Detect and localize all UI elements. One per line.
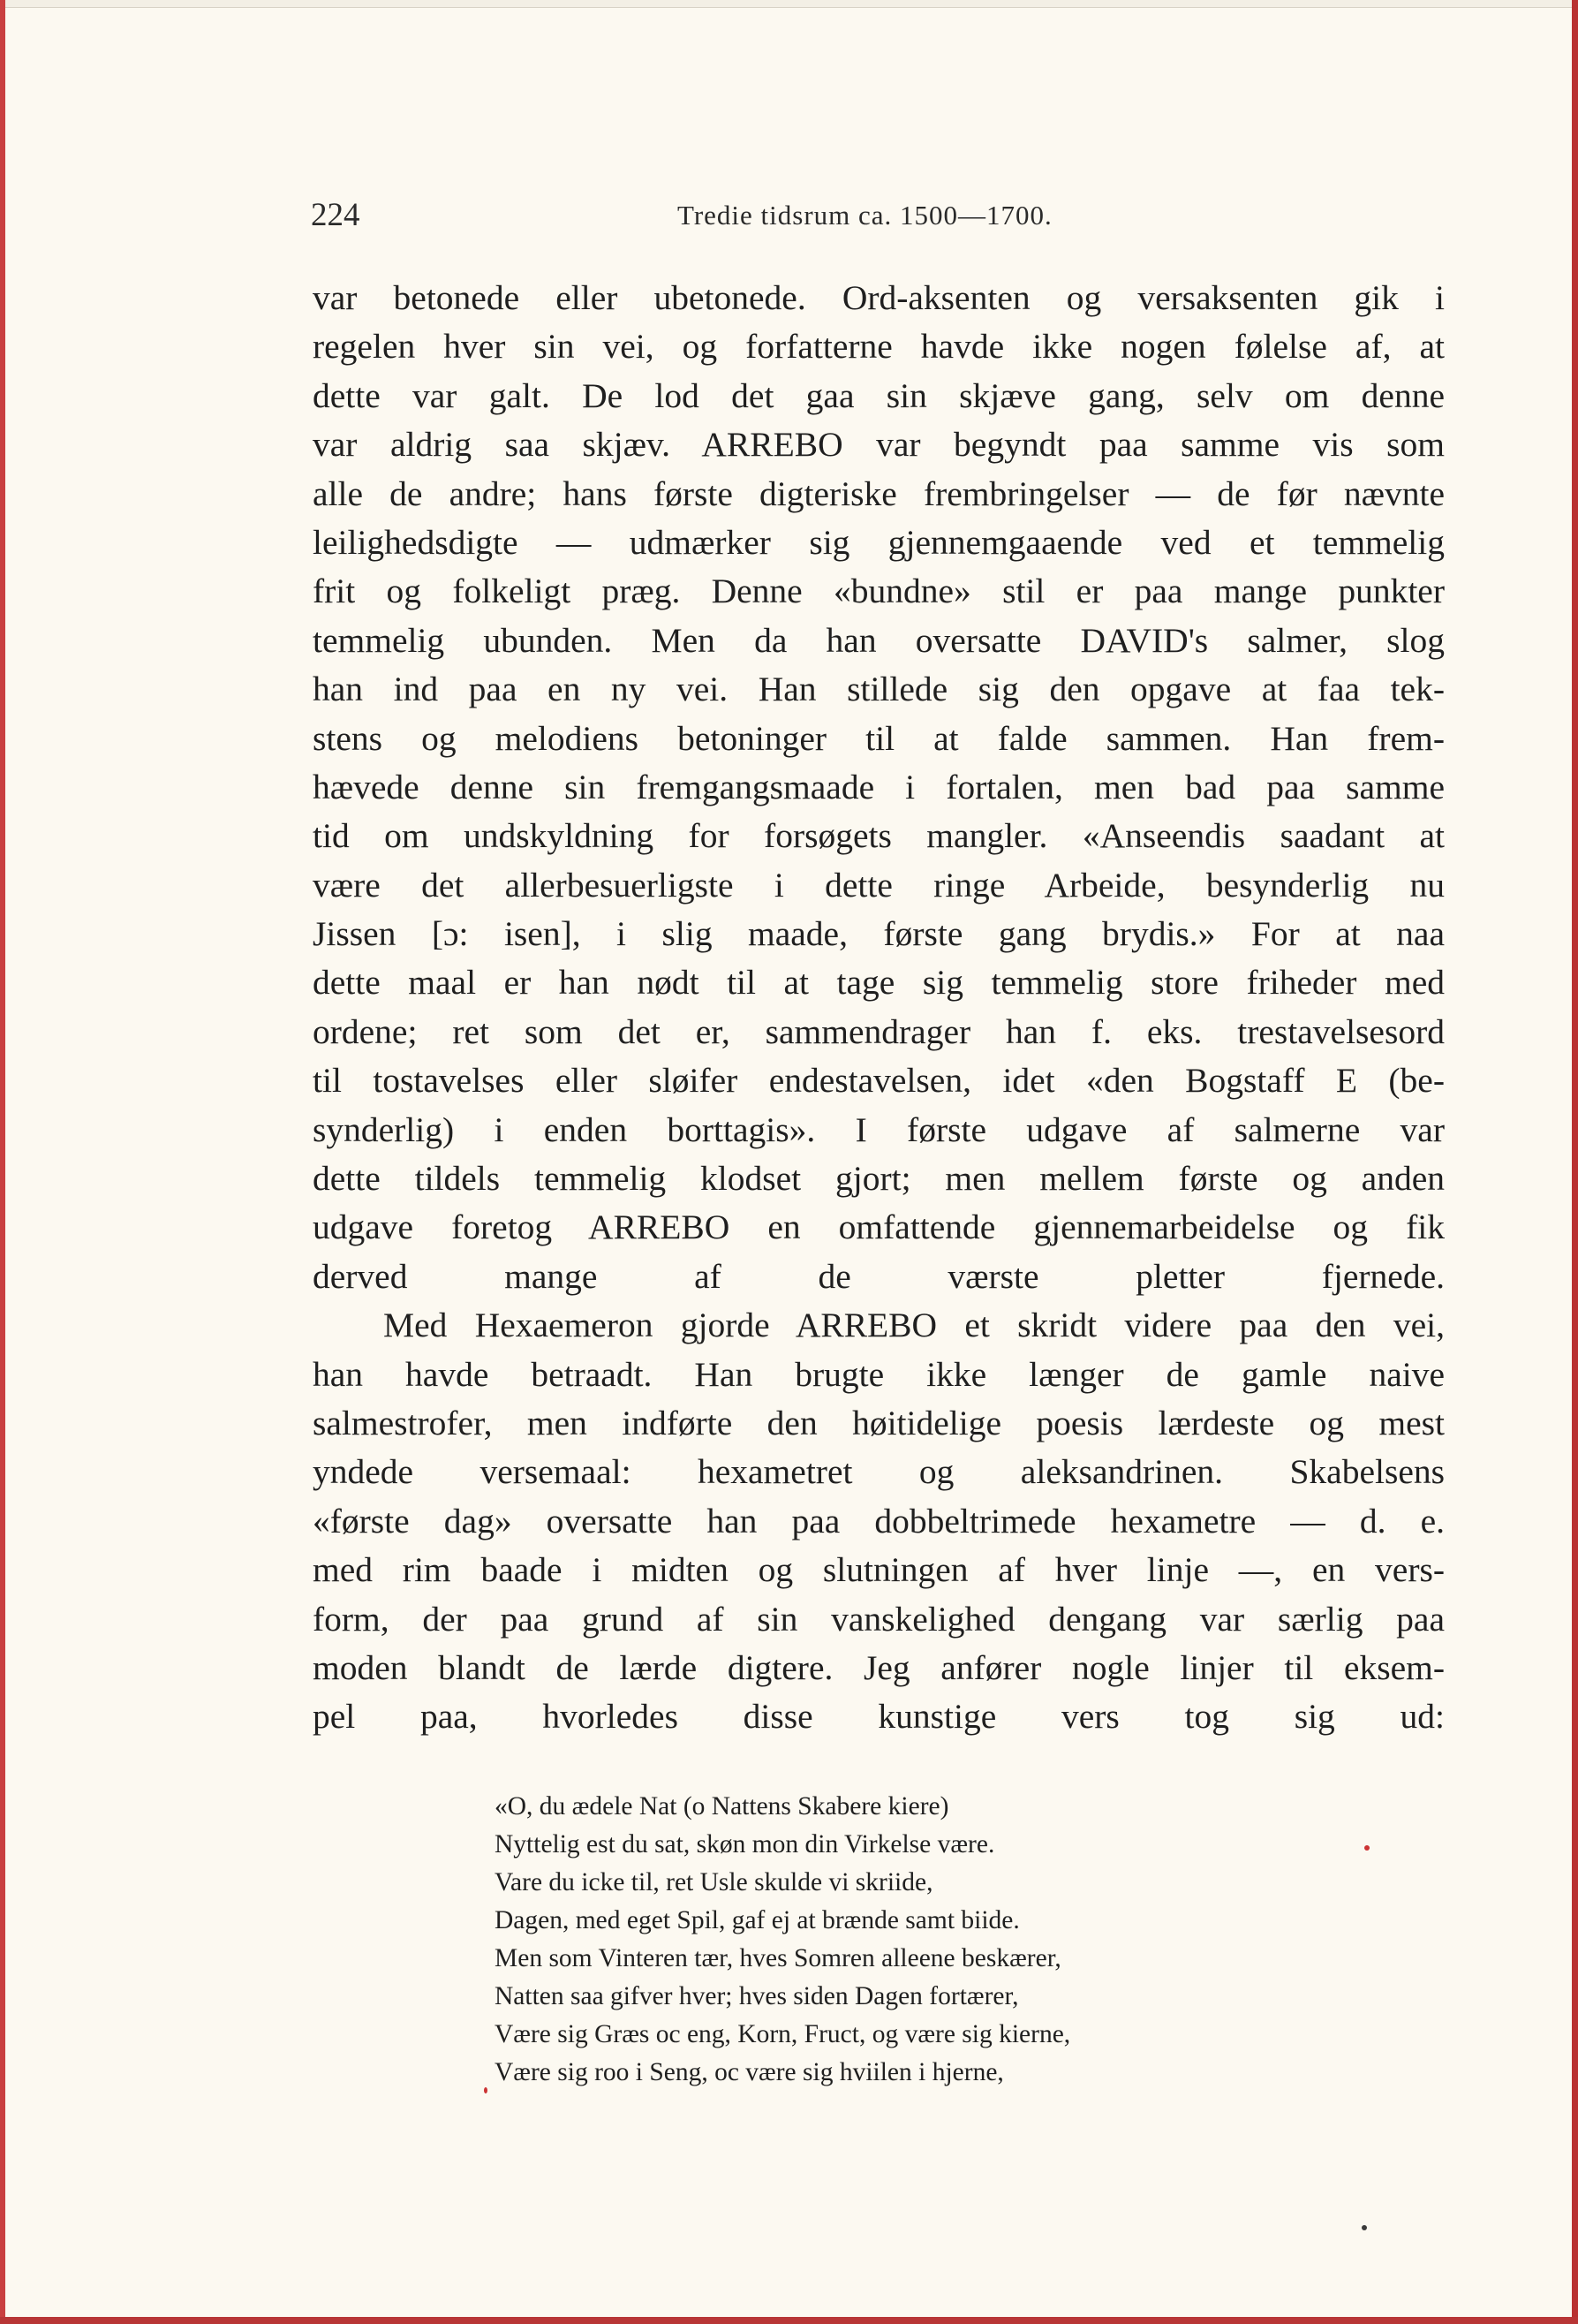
text-line: frit og folkeligt præg. Denne «bundne» stil er paa mange punkter: [313, 572, 1445, 611]
text-line: salmestrofer, men indførte den høitidelige poesis lærdeste og mest: [313, 1403, 1445, 1442]
text-line: til tostavelses eller sløifer endestavelsen, idet «den Bogstaff E (be-: [313, 1061, 1445, 1101]
text-line: Jissen [ɔ: isen], i slig maade, første gang brydis.» For at naa: [313, 914, 1445, 954]
page-right-edge: [1572, 0, 1578, 2324]
text-line: «første dag» oversatte han paa dobbeltrimede hexametre — d. e.: [313, 1501, 1445, 1541]
poem-line: Natten saa gifver hver; hves siden Dagen fortærer,: [495, 1982, 1019, 2010]
print-speck: [1362, 2225, 1367, 2230]
text-line: dette var galt. De lod det gaa sin skjæve gang, selv om denne: [313, 375, 1445, 415]
text-line: ordene; ret som det er, sammendrager han f. eks. trestavelsesord: [313, 1011, 1445, 1051]
text-line: form, der paa grund af sin vanskelighed dengang var særlig paa: [313, 1599, 1445, 1639]
text-line: var aldrig saa skjæv. ARREBO var begyndt paa samme vis som: [313, 425, 1445, 465]
body-text: [313, 274, 1445, 1742]
text-line: hævede denne sin fremgangsmaade i fortalen, men bad paa samme: [313, 767, 1445, 806]
poem-line: Dagen, med eget Spil, gaf ej at brænde samt biide.: [495, 1906, 1020, 1934]
text-line: stens og melodiens betoninger til at falde sammen. Han frem-: [313, 718, 1445, 758]
text-line: Med Hexaemeron gjorde ARREBO et skridt videre paa den vei,: [383, 1306, 1445, 1345]
page-top-edge: [0, 0, 1578, 8]
poem-line: Vare du icke til, ret Usle skulde vi skriide,: [495, 1868, 933, 1896]
poem-quotation: [495, 1788, 1289, 2092]
text-line: alle de andre; hans første digteriske frembringelser — de før nævnte: [313, 473, 1445, 513]
text-line: yndede versemaal: hexametret og aleksandrinen. Skabelsens: [313, 1452, 1445, 1492]
text-line: derved mange af de værste pletter fjernede.: [313, 1256, 1445, 1296]
poem-line: Være sig roo i Seng, oc være sig hviilen i hjerne,: [495, 2058, 1004, 2086]
text-line: udgave foretog ARREBO en omfattende gjennemarbeidelse og fik: [313, 1207, 1445, 1247]
text-line: pel paa, hvorledes disse kunstige vers tog sig ud:: [313, 1697, 1445, 1737]
paragraph-1: [313, 274, 1445, 1301]
text-line: synderlig) i enden borttagis». I første udgave af salmerne var: [313, 1109, 1445, 1149]
text-line: leilighedsdigte — udmærker sig gjennemgaaende ved et temmelig: [313, 522, 1445, 562]
print-speck: [1364, 1845, 1370, 1851]
poem-line: «O, du ædele Nat (o Nattens Skabere kiere): [495, 1792, 949, 1821]
text-line: han havde betraadt. Han brugte ikke længer de gamle naive: [313, 1354, 1445, 1394]
page-header: [311, 196, 1443, 240]
text-line: var betonede eller ubetonede. Ord-aksenten og versaksenten gik i: [313, 278, 1445, 317]
poem-line: Være sig Græs oc eng, Korn, Fruct, og være sig kierne,: [495, 2020, 1071, 2048]
paragraph-2: [313, 1301, 1445, 1742]
page-bottom-edge: [0, 2317, 1578, 2324]
text-line: med rim baade i midten og slutningen af hver linje —, en vers-: [313, 1550, 1445, 1590]
page-left-edge: [0, 0, 5, 2324]
text-line: dette maal er han nødt til at tage sig temmelig store friheder med: [313, 963, 1445, 1003]
page-number: 224: [311, 197, 360, 233]
poem-line: Nyttelig est du sat, skøn mon din Virkelse være.: [495, 1830, 995, 1858]
text-line: temmelig ubunden. Men da han oversatte DAVID's salmer, slog: [313, 620, 1445, 660]
text-line: moden blandt de lærde digtere. Jeg anfører nogle linjer til eksem-: [313, 1647, 1445, 1687]
text-line: han ind paa en ny vei. Han stillede sig den opgave at faa tek-: [313, 670, 1445, 709]
text-line: tid om undskyldning for forsøgets mangler. «Anseendis saadant at: [313, 816, 1445, 856]
text-line: regelen hver sin vei, og forfatterne havde ikke nogen følelse af, at: [313, 327, 1445, 367]
print-speck: [484, 2087, 487, 2093]
poem-line: Men som Vinteren tær, hves Somren alleene beskærer,: [495, 1944, 1061, 1972]
running-head: Tredie tidsrum ca. 1500—1700.: [677, 200, 1053, 231]
text-line: dette tildels temmelig klodset gjort; men mellem første og anden: [313, 1159, 1445, 1199]
text-line: være det allerbesuerligste i dette ringe Arbeide, besynderlig nu: [313, 865, 1445, 905]
